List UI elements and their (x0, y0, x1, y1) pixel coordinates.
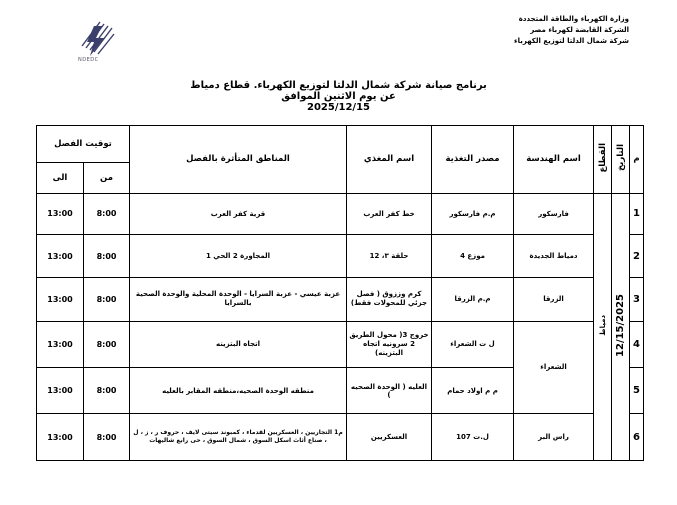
table-row (37, 277, 644, 321)
row-engineering: دمياط الجديدة (514, 235, 594, 278)
document-title (0, 80, 677, 113)
row-to: 13:00 (37, 321, 84, 368)
header-areas: المناطق المتأثرة بالفصل (130, 126, 347, 194)
row-areas: قرية كفر العرب (130, 193, 347, 235)
row-to: 13:00 (37, 193, 84, 235)
row-num: 5 (630, 368, 644, 414)
header-engineering: اسم الهندسة (514, 126, 594, 194)
row-to: 13:00 (37, 414, 84, 461)
row-engineering: فارسكور (514, 193, 594, 235)
row-num: 2 (630, 235, 644, 278)
header-num: م (630, 126, 644, 194)
table-row (37, 193, 644, 235)
maintenance-table (36, 125, 644, 461)
table-row (37, 414, 644, 461)
row-to: 13:00 (37, 368, 84, 414)
title-date: 2025/12/15 (307, 102, 370, 113)
row-from: 8:00 (84, 235, 130, 278)
table-row (37, 235, 644, 278)
table-row (37, 321, 644, 368)
organization-header (514, 14, 629, 47)
row-feeder: حلقة ٣، 12 (347, 235, 432, 278)
merged-engineering: الشعراء (514, 321, 594, 414)
row-from: 8:00 (84, 193, 130, 235)
logo-text: NDEDC (78, 57, 99, 63)
row-source: ل.ت 107 (432, 414, 514, 461)
row-num: 6 (630, 414, 644, 461)
row-source: ل ت الشعراء (432, 321, 514, 368)
merged-date: 12/15/2025 (615, 294, 627, 358)
header-timing: توقيت الفصل (37, 126, 130, 163)
org-company: شركة شمال الدلتا لتوزيع الكهرباء (514, 37, 629, 45)
row-areas: اتجاه البتزينه (130, 321, 347, 368)
row-source: م.م الزرقا (432, 277, 514, 321)
row-num: 4 (630, 321, 644, 368)
title-line1: برنامج صيانة شركة شمال الدلتا لتوزيع الكهرباء. قطاع دمياط (190, 80, 487, 91)
merged-date-cell (612, 193, 630, 460)
org-holding: الشركة القابضة لكهرباء مصر (530, 26, 629, 34)
header-to: الى (37, 163, 84, 193)
row-to: 13:00 (37, 235, 84, 278)
row-engineering: راس البر (514, 414, 594, 461)
row-areas: م1 التجاريين ، العسكريين لقدماء ، كمبوند سيتى لايف ، حروف ر ، ز ، ل ، صناع أثاث اسكل السوق ، شمال السوق ، حى رابع شاليهات (130, 414, 347, 461)
row-source: م.م فارسكور (432, 193, 514, 235)
header-source: مصدر التغذية (432, 126, 514, 194)
row-source: م م اولاد حمام (432, 368, 514, 414)
header-from: من (84, 163, 130, 193)
row-feeder: العسكريين (347, 414, 432, 461)
row-from: 8:00 (84, 321, 130, 368)
org-ministry: وزارة الكهرباء والطاقة المتجددة (518, 15, 629, 23)
row-from: 8:00 (84, 277, 130, 321)
row-feeder: خط كفر العرب (347, 193, 432, 235)
row-to: 13:00 (37, 277, 84, 321)
row-from: 8:00 (84, 368, 130, 414)
row-feeder: العليه ( الوحدة الصحيه ) (347, 368, 432, 414)
header-date-label: التاريخ (615, 144, 626, 172)
row-num: 1 (630, 193, 644, 235)
header-feeder: اسم المغذي (347, 126, 432, 194)
title-line2: عن يوم الاثنين الموافق (281, 91, 396, 102)
row-areas: منطقه الوحدة الصحيه،منطقه المقابر بالعليه (130, 368, 347, 414)
header-date (612, 126, 630, 194)
header-sector (594, 126, 612, 194)
company-logo-icon (74, 16, 118, 60)
row-num: 3 (630, 277, 644, 321)
header-sector-label: القطاع (597, 143, 608, 173)
row-source: موزع 4 (432, 235, 514, 278)
row-from: 8:00 (84, 414, 130, 461)
row-feeder: خروج 3( محول الطريق 2 سرونيه اتجاه البتزينه) (347, 321, 432, 368)
row-areas: المجاورة 2 الحي 1 (130, 235, 347, 278)
merged-sector-cell (594, 193, 612, 460)
row-areas: عزبة عيسي - عزبة السرايا - الوحدة المحلية والوحدة الصحية بالسرايا (130, 277, 347, 321)
header-row (37, 126, 644, 163)
row-feeder: كرم وززوق ( فصل جزئي للمحولات فقط) (347, 277, 432, 321)
merged-sector: دمياط (598, 315, 607, 337)
row-engineering: الزرقا (514, 277, 594, 321)
